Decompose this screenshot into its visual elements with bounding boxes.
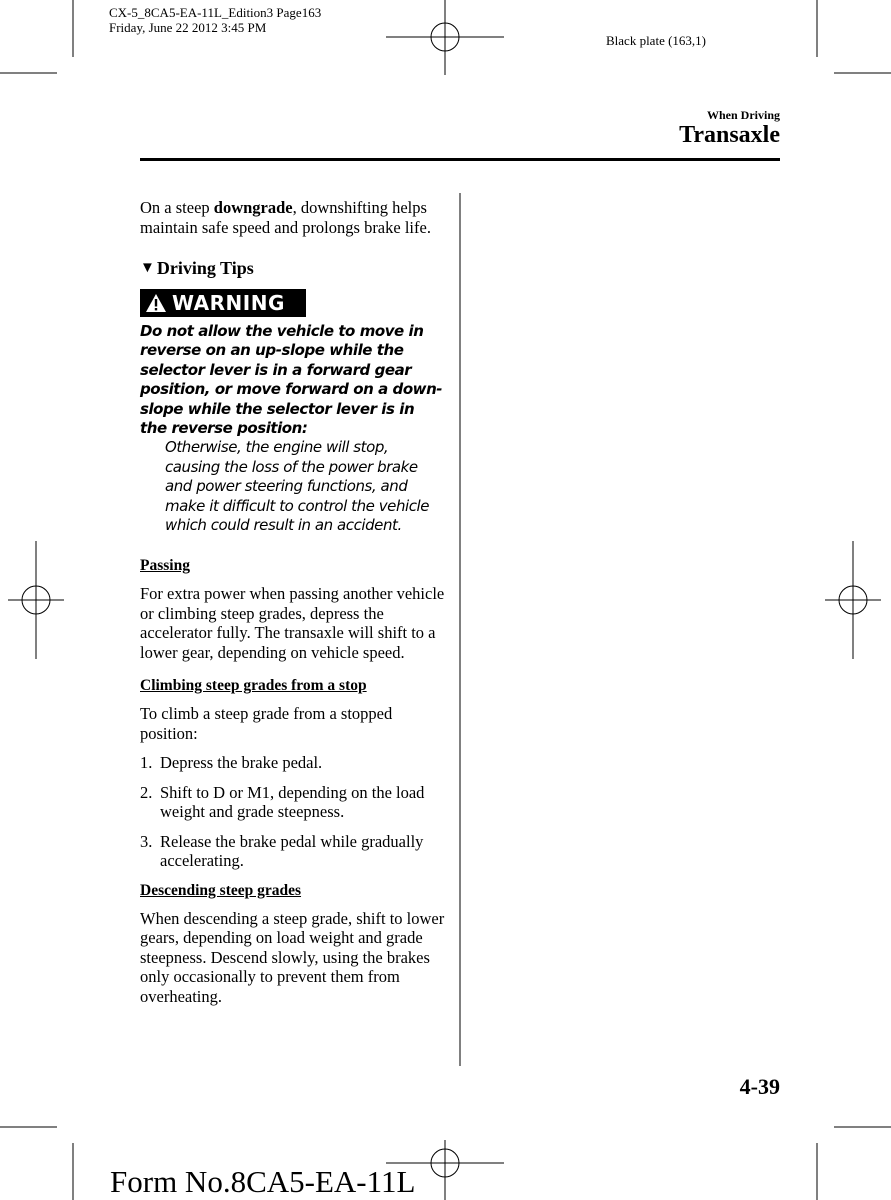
- warning-lead: Do not allow the vehicle to move in reverse on an up-slope while the selector lever is in a forward gear position, or move forward on a down-slope while the selector lever is in the reverse position:: [140, 322, 443, 438]
- list-number: 2.: [140, 782, 153, 802]
- intro-paragraph: On a steep downgrade, downshifting helps maintain safe speed and prolongs brake life.: [140, 198, 431, 237]
- warning-detail: Otherwise, the engine will stop, causing the loss of the power brake and power steering functions, and make it difficult to control the vehicle which could result in an accident.: [165, 438, 430, 535]
- list-text: Depress the brake pedal.: [160, 753, 323, 773]
- print-info: [109, 5, 321, 35]
- list-item: [140, 753, 445, 773]
- list-number: 1.: [140, 753, 153, 773]
- list-item: [140, 783, 445, 822]
- descending-paragraph: When descending a steep grade, shift to lower gears, depending on load weight and grade steepness. Descend slowly, using the brakes only occasionally to prevent them from overheating.: [140, 908, 445, 1006]
- climbing-heading: Climbing steep grades from a stop: [140, 677, 367, 695]
- plate-info: Black plate (163,1): [606, 33, 706, 48]
- header-rule: [140, 158, 780, 161]
- registration-target-top: [386, 0, 504, 75]
- chapter-label: When Driving: [706, 108, 780, 122]
- form-number: Form No.8CA5-EA-11L: [110, 1164, 416, 1199]
- warning-label: WARNING: [172, 291, 285, 315]
- list-text: Shift to D or M1, depending on the load weight and grade steepness.: [160, 782, 425, 822]
- list-item: [140, 832, 445, 871]
- passing-heading: Passing: [140, 557, 190, 575]
- page-title: Transaxle: [679, 122, 780, 148]
- registration-target-left: [8, 541, 64, 659]
- list-text: Release the brake pedal while gradually accelerating.: [160, 831, 424, 871]
- driving-tips-heading: ▼ Driving Tips: [140, 258, 254, 278]
- passing-paragraph: For extra power when passing another vehicle or climbing steep grades, depress the accelerator fully. The transaxle will shift to a lower gear, depending on vehicle speed.: [140, 584, 445, 662]
- triangle-down-icon: ▼: [140, 260, 155, 276]
- list-number: 3.: [140, 831, 153, 851]
- left-column: [140, 198, 445, 1006]
- warning-badge: [140, 289, 306, 317]
- registration-target-right: [825, 541, 881, 659]
- climbing-intro: To climb a steep grade from a stopped position:: [140, 704, 393, 743]
- print-file-line: CX-5_8CA5-EA-11L_Edition3 Page163: [109, 5, 322, 20]
- intro-emphasis: downgrade: [213, 198, 293, 217]
- warning-triangle-icon: [145, 293, 167, 313]
- page-number: 4-39: [739, 1074, 780, 1099]
- descending-heading: Descending steep grades: [140, 881, 302, 899]
- print-date-line: Friday, June 22 2012 3:45 PM: [109, 20, 267, 35]
